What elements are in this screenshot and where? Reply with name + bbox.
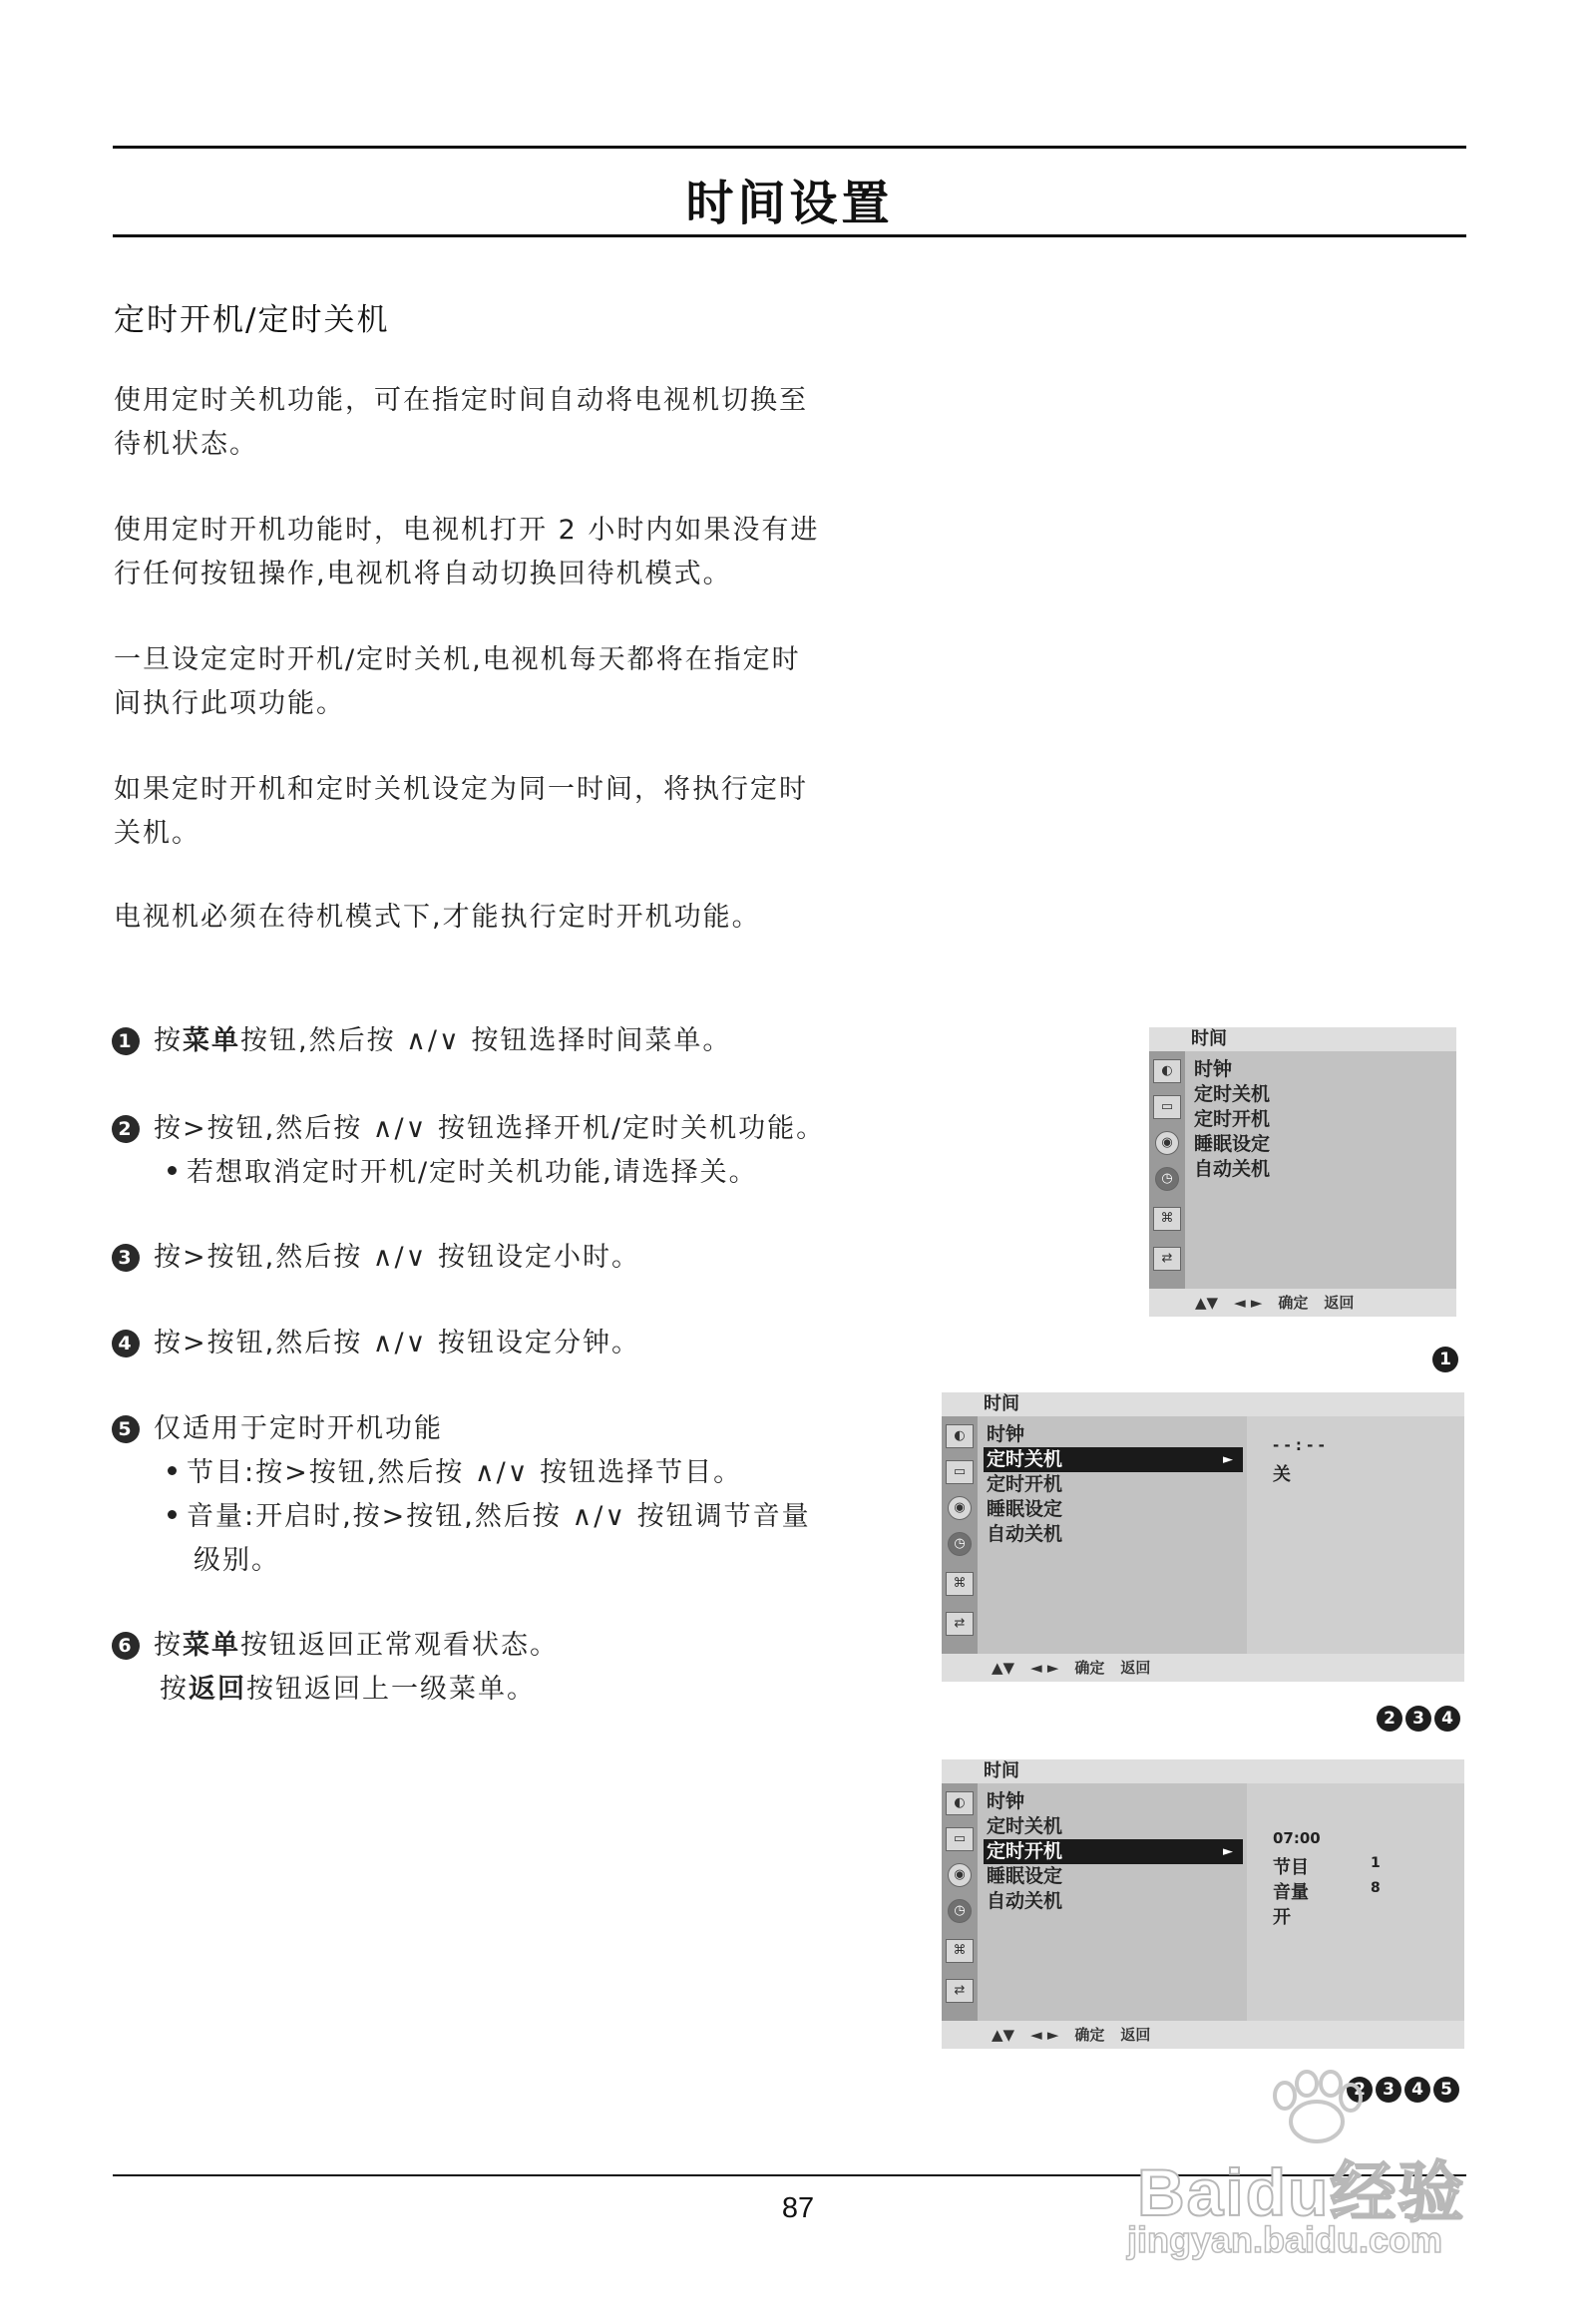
step-5-bullet-1: [112, 1451, 900, 1495]
menu-icon-column: [942, 1416, 978, 1654]
step-6-line-2-post: 按钮返回上一级菜单。: [246, 1674, 536, 1705]
step-5-number: 5: [112, 1415, 140, 1443]
lock-icon: ⌘: [1153, 1207, 1181, 1231]
paragraph-2-line-1: 使用定时开机功能时，电视机打开 2 小时内如果没有进: [114, 515, 820, 546]
watermark-url: jingyan.baidu.com: [1127, 2219, 1443, 2260]
off-timer-state[interactable]: 关: [1273, 1464, 1291, 1485]
menu-button-label: 菜单: [183, 1025, 240, 1056]
paragraph-3-line-2: 间执行此项功能。: [114, 688, 345, 719]
bullet-icon: [168, 1166, 177, 1175]
step-2-bullet-text: 若想取消定时开机/定时关机功能,请选择关。: [187, 1157, 758, 1188]
paragraph-3: [114, 638, 902, 726]
figure-2-badges: [1377, 1706, 1460, 1732]
step-5-bullet-2-text: 音量:开启时,按>按钮,然后按 ∧/∨ 按钮调节音量: [187, 1501, 811, 1532]
clock-icon: ◷: [948, 1532, 972, 1556]
paragraph-2: [114, 509, 902, 596]
tv-menu-time-2: [942, 1392, 1464, 1682]
step-5-text: 仅适用于定时开机功能: [154, 1413, 443, 1444]
picture-icon: ◐: [946, 1791, 974, 1815]
menu-item-clock[interactable]: 时钟: [1194, 1058, 1233, 1080]
menu-icon-column: [1149, 1051, 1185, 1289]
back-label: 返回: [1324, 1294, 1355, 1312]
badge-1: 1: [1432, 1347, 1458, 1372]
back-label: 返回: [1120, 1659, 1151, 1677]
step-5-bullet-2: [112, 1495, 900, 1539]
sound-icon: ◉: [948, 1863, 972, 1887]
bullet-icon: [168, 1466, 177, 1475]
step-5: [112, 1407, 900, 1583]
paragraph-2-line-2: 行任何按钮操作,电视机将自动切换回待机模式。: [114, 559, 732, 589]
step-6-line-2-pre: 按: [160, 1674, 189, 1705]
top-rule: [113, 146, 1466, 149]
tv-menu-time-3: [942, 1759, 1464, 2049]
up-down-icon: ▲▼: [992, 1659, 1015, 1677]
badge-3: 3: [1405, 1706, 1431, 1732]
tv-menu-time-1: [1149, 1027, 1456, 1317]
menu-items: [1191, 1057, 1440, 1182]
step-4: [112, 1322, 900, 1365]
step-6-line-2: [112, 1668, 900, 1712]
menu-item-off-timer[interactable]: 定时关机: [1194, 1083, 1271, 1105]
paragraph-4-line-2: 关机。: [114, 818, 200, 849]
screen-icon: ▭: [946, 1460, 974, 1484]
menu-footer: [942, 1654, 1464, 1682]
step-2-text: 按>按钮,然后按 ∧/∨ 按钮选择开机/定时关机功能。: [154, 1113, 826, 1144]
screen-icon: ▭: [1153, 1095, 1181, 1119]
ok-label: 确定: [1074, 1659, 1105, 1677]
step-6-line-1-pre: 按: [154, 1630, 183, 1661]
program-label: 节目: [1273, 1857, 1309, 1878]
clock-icon: ◷: [1155, 1167, 1179, 1191]
step-6-number: 6: [112, 1632, 140, 1660]
badge-2: 2: [1347, 2077, 1373, 2103]
back-label: 返回: [1120, 2026, 1151, 2044]
program-value[interactable]: 1: [1371, 1855, 1381, 1871]
menu-item-off-timer[interactable]: [984, 1447, 1243, 1472]
title-underline: [113, 234, 1466, 237]
sound-icon: ◉: [1155, 1131, 1179, 1155]
step-1-text-pre: 按: [154, 1025, 183, 1056]
bullet-icon: [168, 1510, 177, 1519]
on-timer-time[interactable]: 07:00: [1273, 1829, 1321, 1847]
step-4-number: 4: [112, 1330, 140, 1357]
menu-icon-column: [942, 1783, 978, 2021]
left-right-icon: ◄ ►: [1030, 1659, 1059, 1677]
step-1-number: 1: [112, 1027, 140, 1055]
step-6-line-1-post: 按钮返回正常观看状态。: [240, 1630, 559, 1661]
paragraph-4: [114, 768, 902, 856]
paragraph-1-line-1: 使用定时关机功能，可在指定时间自动将电视机切换至: [114, 385, 808, 416]
step-5-bullet-2-continued: 级别。: [194, 1545, 280, 1576]
badge-3: 3: [1376, 2077, 1401, 2103]
menu-items: [984, 1789, 1243, 1914]
step-1-text-post: 按钮,然后按 ∧/∨ 按钮选择时间菜单。: [240, 1025, 732, 1056]
menu-items: [984, 1422, 1243, 1547]
figure-1-badges: [1432, 1347, 1458, 1372]
menu-title: 时间: [1149, 1027, 1456, 1051]
step-6: [112, 1624, 900, 1712]
picture-icon: ◐: [946, 1424, 974, 1448]
step-3: [112, 1236, 900, 1280]
paragraph-4-line-1: 如果定时开机和定时关机设定为同一时间，将执行定时: [114, 774, 808, 805]
submenu-panel: [1247, 1416, 1464, 1654]
menu-title: 时间: [942, 1392, 1464, 1416]
menu-footer: [1149, 1289, 1456, 1317]
lock-icon: ⌘: [946, 1939, 974, 1963]
arrow-right-icon: ►: [1223, 1452, 1233, 1467]
step-1: [112, 1019, 900, 1063]
baidu-watermark: [1127, 2070, 1526, 2269]
volume-value[interactable]: 8: [1371, 1880, 1381, 1896]
step-2-number: 2: [112, 1115, 140, 1143]
menu-footer: [942, 2021, 1464, 2049]
menu-item-on-timer[interactable]: 定时开机: [987, 1473, 1063, 1495]
menu-button-label: 菜单: [183, 1630, 240, 1661]
paragraph-3-line-1: 一旦设定定时开机/定时关机,电视机每天都将在指定时: [114, 644, 801, 675]
menu-item-sleep[interactable]: 睡眠设定: [987, 1865, 1063, 1887]
menu-item-sleep[interactable]: 睡眠设定: [1194, 1133, 1271, 1155]
step-5-bullet-1-text: 节目:按>按钮,然后按 ∧/∨ 按钮选择节目。: [187, 1457, 743, 1488]
section-title: 定时开机/定时关机: [114, 302, 390, 338]
picture-icon: ◐: [1153, 1059, 1181, 1083]
off-timer-time[interactable]: - - : - -: [1273, 1436, 1325, 1454]
ok-label: 确定: [1278, 1294, 1309, 1312]
ok-label: 确定: [1074, 2026, 1105, 2044]
step-2-bullet: [112, 1151, 900, 1195]
left-right-icon: ◄ ►: [1234, 1294, 1263, 1312]
badge-2: 2: [1377, 1706, 1402, 1732]
input-icon: ⇄: [1153, 1247, 1181, 1271]
paragraph-1-line-2: 待机状态。: [114, 429, 258, 460]
on-timer-state[interactable]: 开: [1273, 1907, 1291, 1928]
paragraph-5-line-1: 电视机必须在待机模式下,才能执行定时开机功能。: [114, 902, 761, 933]
badge-5: 5: [1433, 2077, 1459, 2103]
return-button-label: 返回: [189, 1674, 246, 1705]
menu-item-off-timer-label: 定时关机: [987, 1448, 1063, 1470]
page-number: 87: [781, 2192, 815, 2224]
up-down-icon: ▲▼: [1195, 1294, 1219, 1312]
menu-item-on-timer-label: 定时开机: [987, 1840, 1063, 1862]
step-4-text: 按>按钮,然后按 ∧/∨ 按钮设定分钟。: [154, 1328, 640, 1358]
step-3-text: 按>按钮,然后按 ∧/∨ 按钮设定小时。: [154, 1242, 640, 1273]
left-right-icon: ◄ ►: [1030, 2026, 1059, 2044]
menu-item-auto-off[interactable]: 自动关机: [987, 1523, 1063, 1545]
sound-icon: ◉: [948, 1496, 972, 1520]
input-icon: ⇄: [946, 1979, 974, 2003]
up-down-icon: ▲▼: [992, 2026, 1015, 2044]
menu-item-sleep[interactable]: 睡眠设定: [987, 1498, 1063, 1520]
clock-icon: ◷: [948, 1899, 972, 1923]
menu-item-on-timer[interactable]: 定时开机: [1194, 1108, 1271, 1130]
paragraph-5: [114, 896, 902, 940]
step-2: [112, 1107, 900, 1195]
page-title: 时间设置: [685, 176, 894, 231]
badge-4: 4: [1404, 2077, 1430, 2103]
arrow-right-icon: ►: [1223, 1844, 1233, 1859]
paw-icon: [1247, 2070, 1387, 2149]
submenu-panel: [1247, 1783, 1464, 2021]
menu-title: 时间: [942, 1759, 1464, 1783]
menu-item-on-timer[interactable]: [984, 1839, 1243, 1864]
input-icon: ⇄: [946, 1612, 974, 1636]
menu-item-auto-off[interactable]: 自动关机: [987, 1890, 1063, 1912]
menu-item-auto-off[interactable]: 自动关机: [1194, 1158, 1271, 1180]
menu-item-clock[interactable]: 时钟: [987, 1423, 1025, 1445]
paragraph-1: [114, 379, 902, 467]
volume-label: 音量: [1273, 1882, 1309, 1903]
lock-icon: ⌘: [946, 1572, 974, 1596]
menu-item-off-timer[interactable]: 定时关机: [987, 1815, 1063, 1837]
watermark-brand: Baidu经验: [1137, 2155, 1466, 2229]
menu-item-clock[interactable]: 时钟: [987, 1790, 1025, 1812]
screen-icon: ▭: [946, 1827, 974, 1851]
step-3-number: 3: [112, 1244, 140, 1272]
badge-4: 4: [1434, 1706, 1460, 1732]
